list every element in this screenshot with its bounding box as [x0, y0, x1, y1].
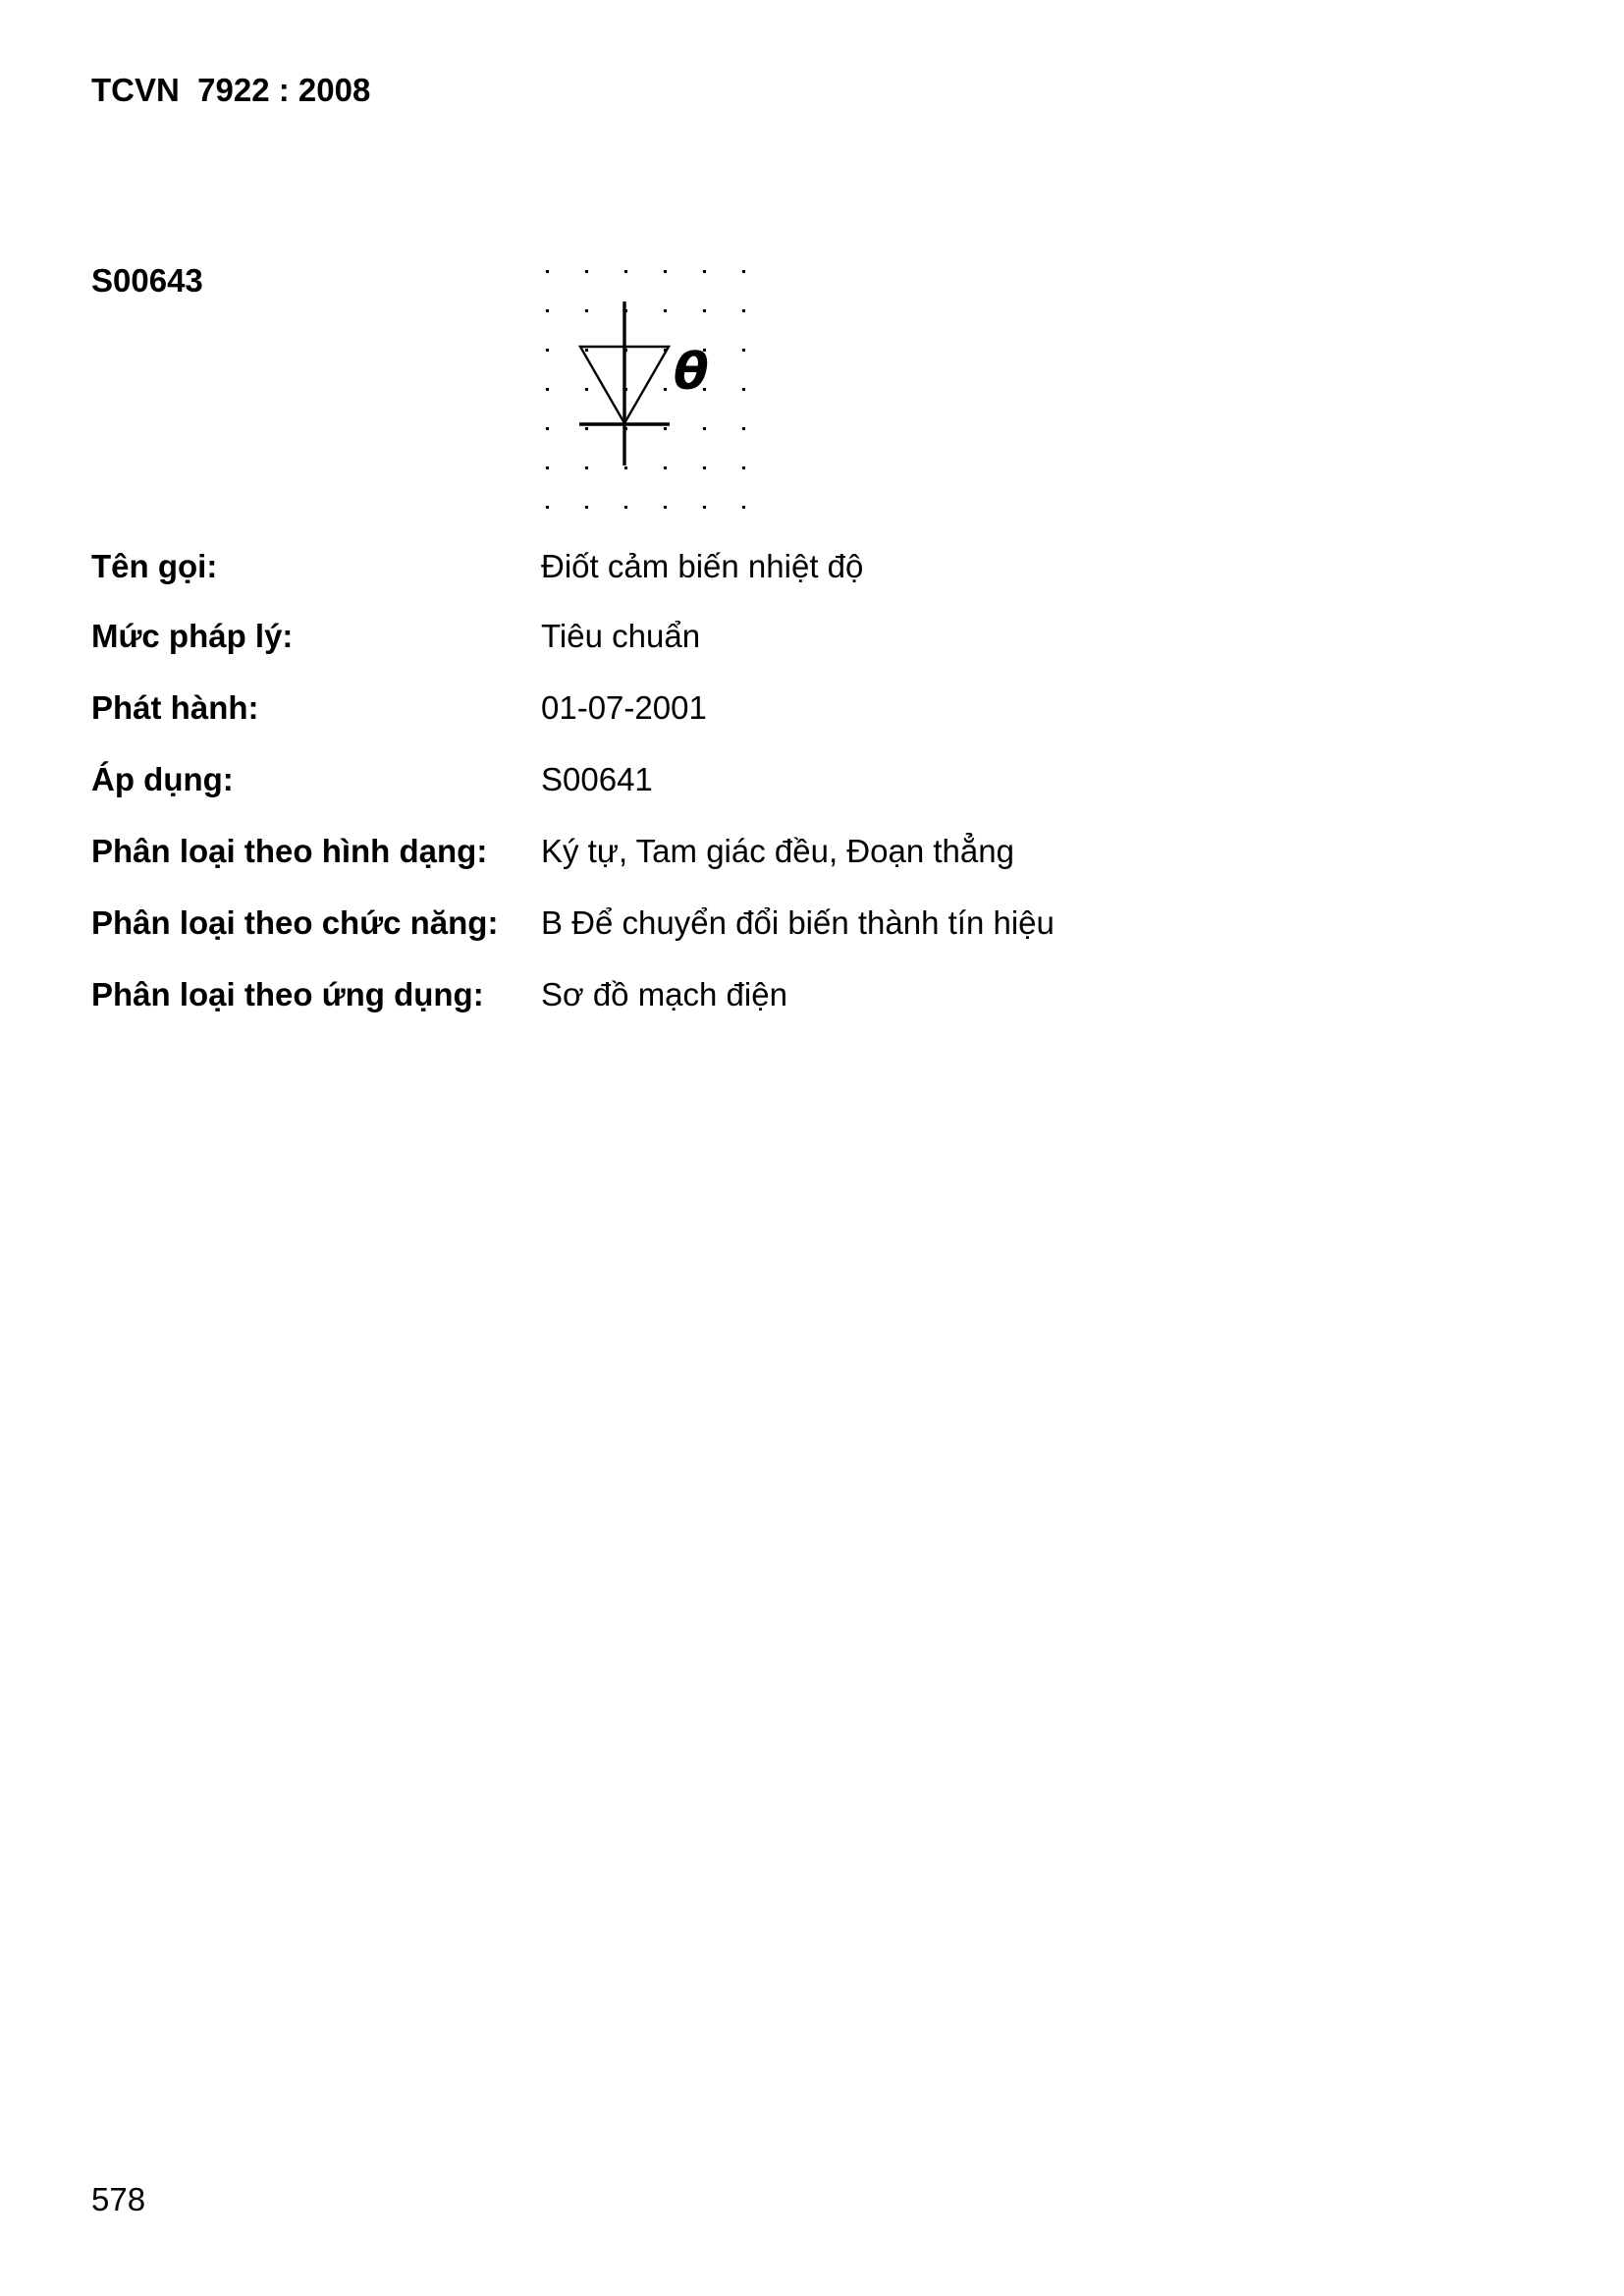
- field-row: [0, 905, 1624, 949]
- field-row: [0, 549, 1624, 592]
- field-row: [0, 619, 1624, 662]
- standard-code: TCVN 7922 : 2008: [91, 72, 371, 108]
- field-label: Tên gọi:: [91, 548, 218, 584]
- field-row: [0, 977, 1624, 1020]
- field-value: Sơ đồ mạch điện: [541, 976, 787, 1012]
- field-value: S00641: [541, 761, 653, 797]
- field-label: Phân loại theo chức năng:: [91, 904, 499, 941]
- field-label: Áp dụng:: [91, 761, 234, 797]
- symbol-diagram: [530, 253, 766, 519]
- field-label: Phân loại theo ứng dụng:: [91, 976, 484, 1012]
- field-row: [0, 762, 1624, 805]
- field-value: Tiêu chuẩn: [541, 618, 701, 654]
- field-label: Mức pháp lý:: [91, 618, 294, 654]
- field-row: [0, 834, 1624, 877]
- field-value: Điốt cảm biến nhiệt độ: [541, 548, 864, 584]
- field-label: Phát hành:: [91, 689, 259, 726]
- field-label: Phân loại theo hình dạng:: [91, 833, 488, 869]
- dot-grid: [544, 268, 748, 510]
- page-number: 578: [91, 2181, 146, 2217]
- field-row: [0, 690, 1624, 734]
- field-value: 01-07-2001: [541, 689, 707, 726]
- theta-symbol: θ: [674, 343, 709, 402]
- field-value: B Để chuyển đổi biến thành tín hiệu: [541, 904, 1055, 941]
- field-value: Ký tự, Tam giác đều, Đoạn thẳng: [541, 833, 1014, 869]
- symbol-id: S00643: [91, 262, 203, 299]
